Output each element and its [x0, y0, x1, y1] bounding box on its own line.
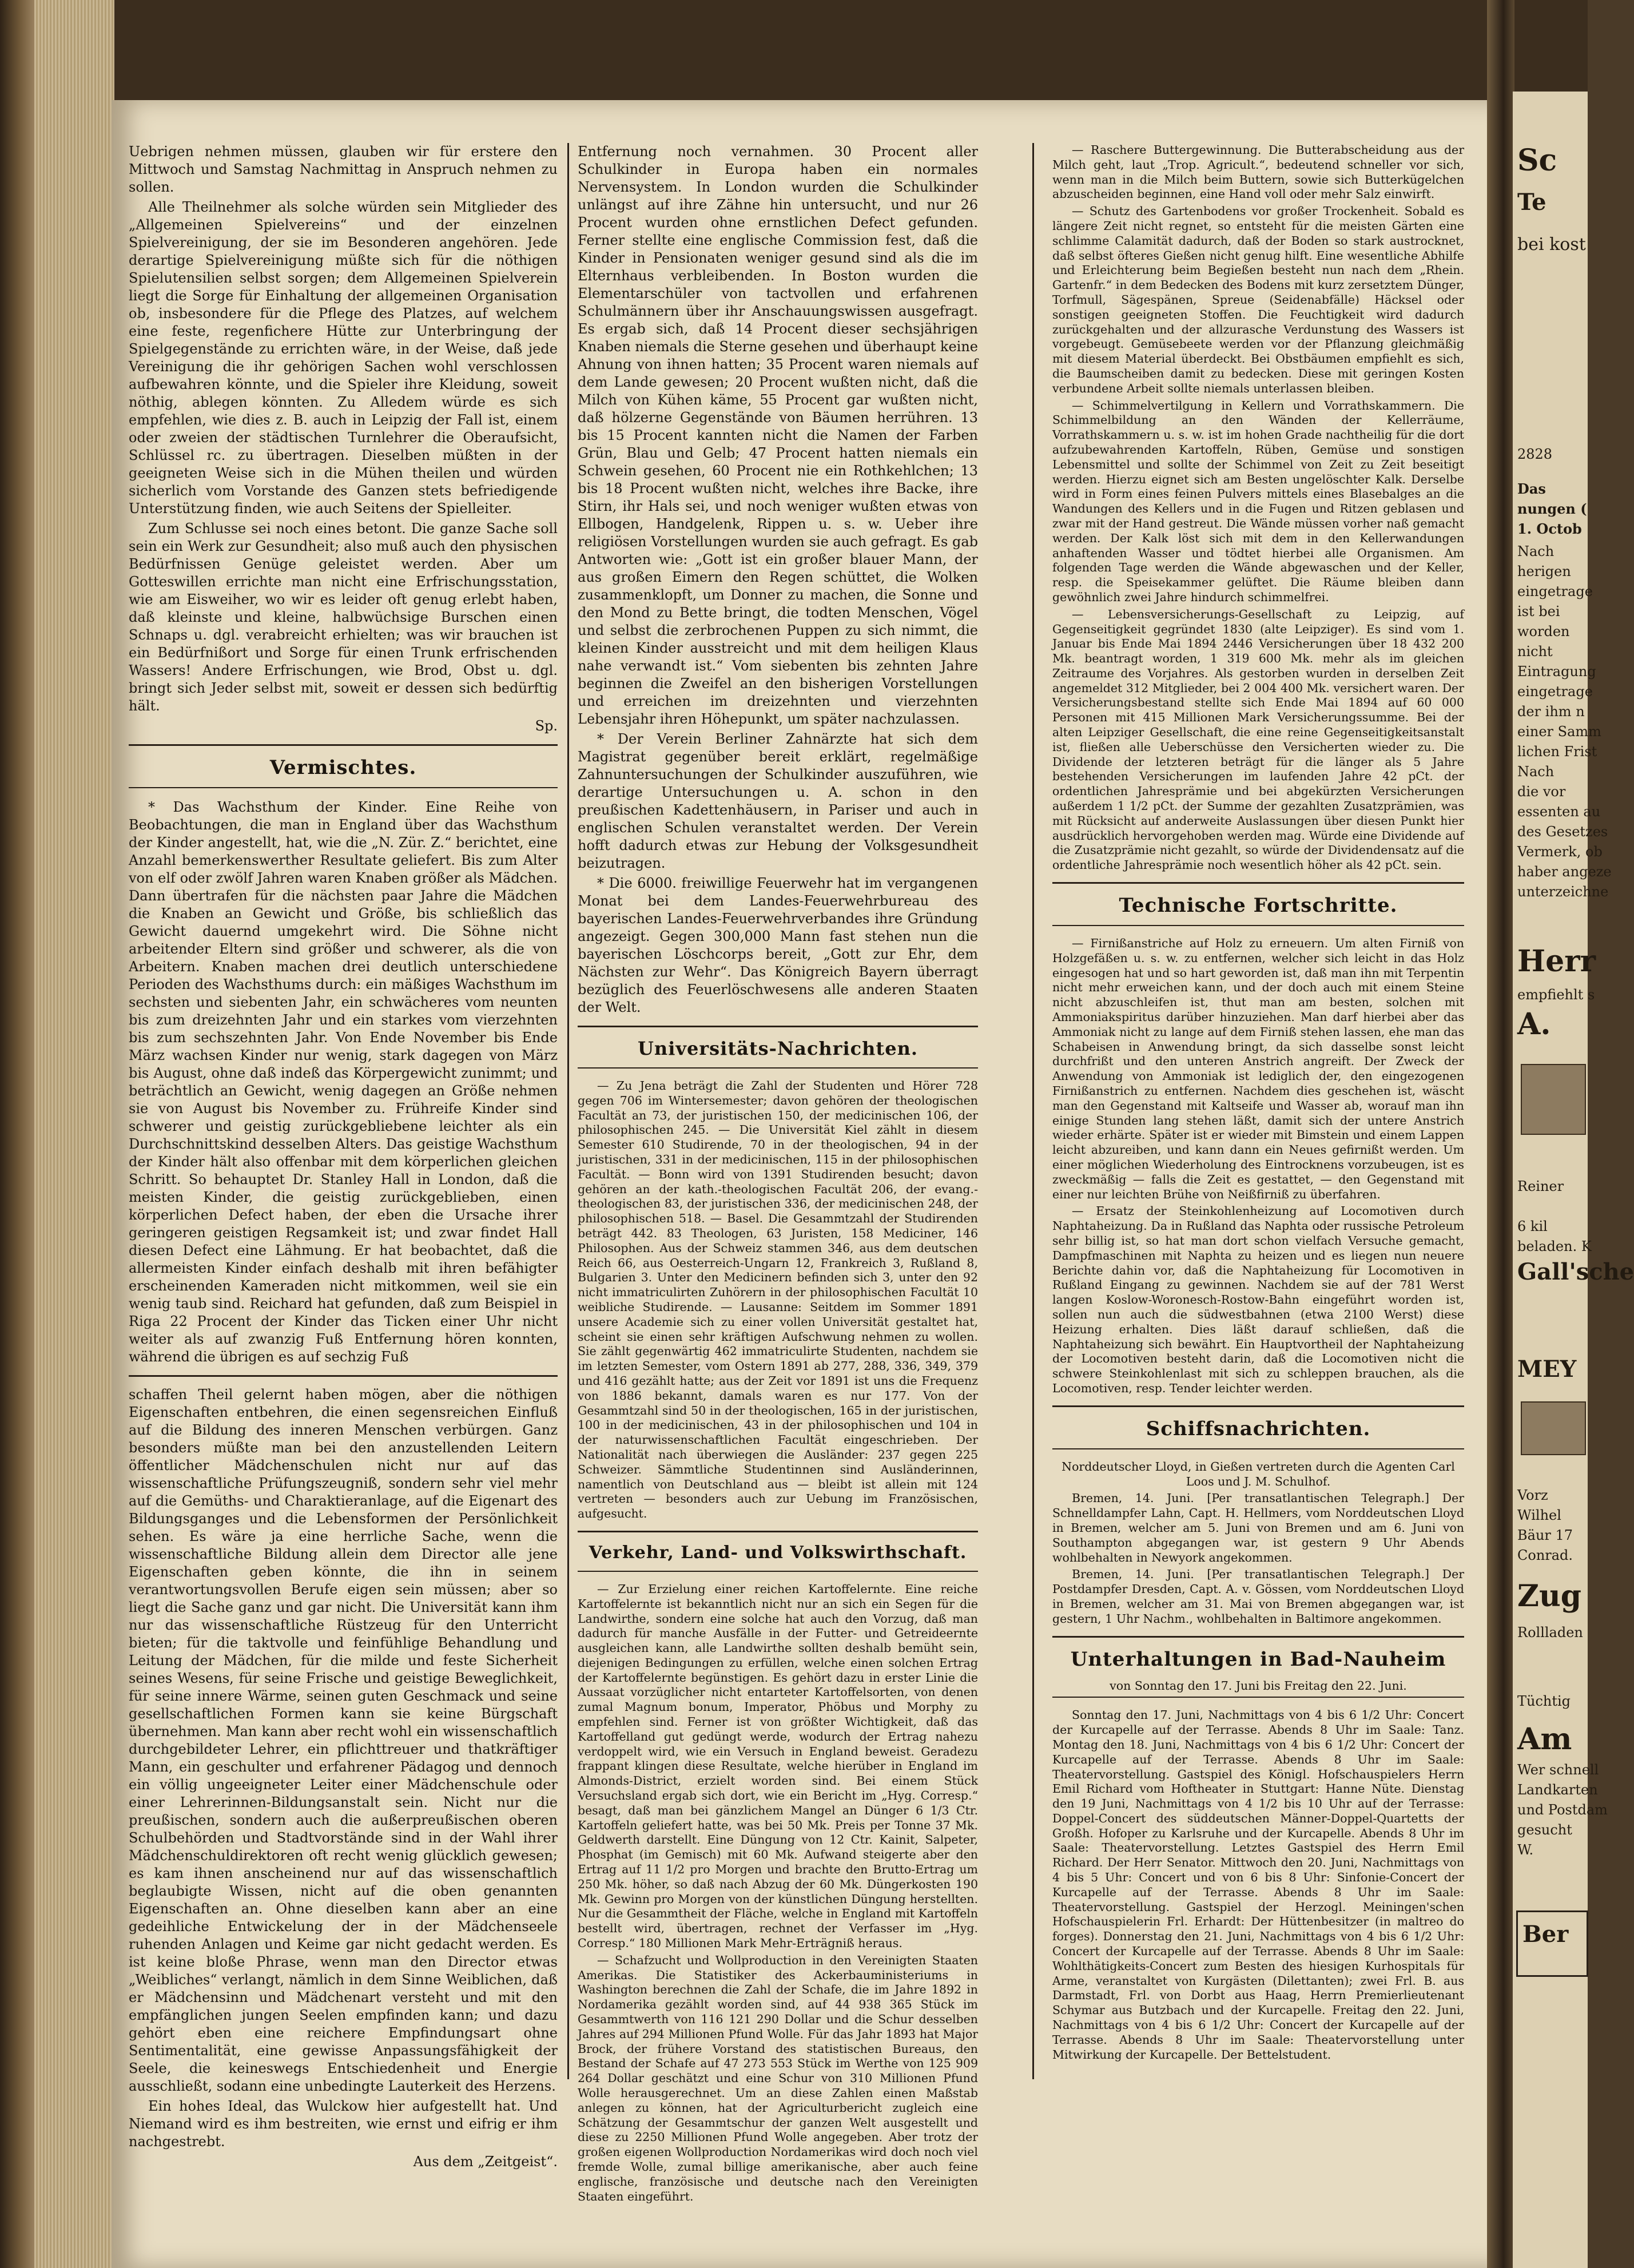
- fragment-text: W.: [1517, 1842, 1534, 1858]
- fragment-text: empfiehlt s: [1517, 987, 1595, 1003]
- fragment-text: und Postdam: [1517, 1802, 1608, 1818]
- fragment-text: Am: [1517, 1722, 1572, 1757]
- section-heading: Vermischtes.: [269, 756, 417, 779]
- section-divider: [578, 1531, 978, 1532]
- heading-underline: [1052, 925, 1464, 926]
- article-paragraph: Ein hohes Ideal, das Wulckow hier aufgestellt hat. Und Niemand wird es ihm bestreiten, wie ernst und eifrig er ihm nachgestrebt.: [129, 2098, 558, 2150]
- page-edges: [34, 0, 114, 2268]
- section-heading: Schiffsnachrichten.: [1146, 1417, 1371, 1440]
- fragment-text: unterzeichne: [1517, 884, 1609, 900]
- fragment-text: Sc: [1517, 143, 1557, 178]
- fragment-text: der ihm n: [1517, 704, 1585, 720]
- book-spine: [0, 0, 34, 2268]
- article-paragraph: — Zu Jena beträgt die Zahl der Studenten und Hörer 728 gegen 706 im Wintersemester; davon gehören der theologischen Facultät an 73, der juristischen 150, der medicinischen 106, der philosophischen 245. — Die Universität Kiel zählt in diesem Semester 610 Studirende, 70 in der theologischen, 94 in der juristischen, 331 in der medicinischen, 115 in der philosophischen Facultät. — Bonn wird von 1391 Studirenden besucht; davon gehören an der kath.-theologischen Facultät 206, der evang.-theologischen 83, der juristischen 336, der medicinischen 248, der philosophischen 518. — Basel. Die Gesammtzahl der Studirenden beträgt 442. 83 Theologen, 63 Juristen, 158 Mediciner, 146 Philosophen. Aus der Schweiz stammen 346, aus dem deutschen Reich 66, aus Oesterreich-Ungarn 12, Frankreich 3, Rußland 8, Bulgarien 3. Unter den Medicinern befinden sich 3, unter den 92 nicht immatriculirten Zuhörern in der philosophischen Facultät 10 weibliche Studirende. — Lausanne: Seitdem im Sommer 1891 unsere Academie sich zu einer vollen Universität gestaltet hat, scheint sie einen sehr kräftigen Aufschwung nehmen zu wollen. Sie zählt gegenwärtig 462 immatriculirte Studenten, nachdem sie im letzten Semester, vom Ostern 1891 ab 277, 288, 336, 349, 379 und 416 gezählt hatte; aus der Zeit vor 1891 ist uns die Frequenz von 1886 bekannt, damals waren es nur 177. Von der Gesammtzahl sind 50 in der theologischen, 165 in der juristischen, 100 in der medicinischen, 43 in der philosophischen und 104 in der naturwissenschaftlichen Facultät eingeschrieben. Der Nationalität nach überwiegen die Ausländer: 237 gegen 225 Schweizer. Sämmtliche Studentinnen sind Ausländerinnen, namentlich von Deutschland aus — bleibt ist allein mit 124 vertreten — besonders auch zur Uebung im Französischen, aufgesucht.: [578, 1079, 978, 1521]
- article-paragraph: Norddeutscher Lloyd, in Gießen vertreten durch die Agenten Carl Loos und J. M. Schulhof.: [1061, 1459, 1455, 1488]
- fragment-text: 1. Octob: [1517, 521, 1582, 537]
- section-heading: Unterhaltungen in Bad-Nauheim: [1070, 1647, 1446, 1671]
- article-paragraph: — Schimmelvertilgung in Kellern und Vorrathskammern. Die Schimmelbildung an den Wänden der Kellerräume, Vorrathskammern u. s. w. ist im hohen Grade nachtheilig für die dort aufzubewahrenden Kartoffeln, Rüben, Gemüse und sonstigen Lebensmittel und sollte der Schimmel von Zeit zu Zeit beseitigt werden. Hierzu eignet sich am Besten ungelöschter Kalk. Derselbe wird in Form eines feinen Pulvers mittels eines Blasebalges an die Wandungen des Kellers und in die Fugen und Ritzen geblasen und zwar mit der Hand gestreut. Die Wände müssen vorher naß gemacht werden. Der Kalk löst sich mit dem in den Kellerwandungen anhaftenden Wasser und tödtet hierbei alle Organismen. Am folgenden Tage werden die Wände abgewaschen und der Keller, resp. die Speisekammer gelüftet. Die Räume bleiben dann gewöhnlich zwei Jahre hindurch schimmelfrei.: [1052, 398, 1464, 604]
- section-heading: Technische Fortschritte.: [1119, 894, 1398, 917]
- column-rule: [567, 143, 569, 2079]
- fragment-text: Eintragung: [1517, 664, 1596, 680]
- article-signature: Sp.: [535, 718, 558, 734]
- fragment-text: Zug: [1517, 1579, 1582, 1614]
- ad-box: [1516, 1910, 1588, 1977]
- article-paragraph: — Schutz des Gartenbodens vor großer Trockenheit. Sobald es längere Zeit nicht regnet, so entsteht für die meisten Gärten eine schlimme Calamität dadurch, daß der Boden so stark austrocknet, daß selbst öfteres Gießen nicht genug hilft. Eine wesentliche Abhilfe und Erleichterung beim Begießen besteht nun nach dem „Rhein. Gartenfr.“ in dem Bedecken des Bodens mit kurz zersetztem Dünger, Torfmull, Sägespänen, Spreue (Seidenabfälle) Häcksel oder sonstigen geeigneten Stoffen. Die Feuchtigkeit wird dadurch zurückgehalten und der allzurasche Verdunstung des Wassers ist vorgebeugt. Gemüsebeete werden vor der Pflanzung gleichmäßig mit diesem Material überdeckt. Bei Obstbäumen empfiehlt es sich, die Baumscheiben damit zu bedecken. Diese mit geringen Kosten verbundene Arbeit sollte niemals unterlassen bleiben.: [1052, 204, 1464, 395]
- article-paragraph: — Lebensversicherungs-Gesellschaft zu Leipzig, auf Gegenseitigkeit gegründet 1830 (alte Leipziger). Es sind vom 1. Januar bis Ende Mai 1894 2446 Versicherungen über 18 432 200 Mk. beantragt worden, 1 319 600 Mk. mehr als im gleichen Zeitraume des Vorjahres. Als gestorben wurden in derselben Zeit angemeldet 312 Mitglieder, bei 2 004 400 Mk. versichert waren. Der Versicherungsbestand stellte sich Ende Mai 1894 auf 60 000 Personen mit 415 Millionen Mark Versicherungssumme. Bei der alten Leipziger Gesellschaft, die eine reine Gegenseitigkeitsanstalt ist, fließen alle Ueberschüsse den Versicherten wieder zu. Die Dividende der letzteren beträgt für die länger als 5 Jahre bestehenden Versicherungen im laufenden Jahre 42 pCt. der ordentlichen Jahresprämie und bei abgekürzten Versicherungen außerdem 1 1/2 pCt. der Summe der gezahlten Zusatzprämien, was mit Rücksicht auf anderweite Auslassungen über diesen Punkt hier ausdrücklich hervorgehoben werden mag. Würde eine Dividende auf die Zusatzprämie nicht gezahlt, so würde der Dividendensatz auf die ordentliche Jahresprämie noch wesentlich höher als 42 pCt. sein.: [1052, 607, 1464, 872]
- fragment-text: ist bei: [1517, 603, 1560, 619]
- section-heading: Verkehr, Land- und Volkswirthschaft.: [589, 1542, 967, 1563]
- fragment-text: Landkarten: [1517, 1782, 1598, 1798]
- article-paragraph: * Die 6000. freiwillige Feuerwehr hat im vergangenen Monat bei dem Landes-Feuerwehrbureau des bayerischen Landes-Feuerwehrverbandes ihre Gründung angezeigt. Gegen 300,000 Mann fast stehen nun die bayerischen Löschcorps bereit, „Gott zur Ehr, dem Nächsten zur Wehr“. Das Königreich Bayern überragt bezüglich des Feuerlöschwesens alle anderen Staaten der Welt.: [578, 875, 978, 1015]
- fragment-text: MEY: [1517, 1356, 1577, 1383]
- fragment-text: Reiner: [1517, 1178, 1564, 1194]
- book-gutter: [1487, 0, 1514, 2268]
- heading-underline: [1052, 1448, 1464, 1449]
- column-1: [129, 143, 558, 2173]
- fragment-text: Bäur 17: [1517, 1527, 1573, 1543]
- fragment-text: Wer schnell: [1517, 1762, 1599, 1778]
- fragment-text: herigen: [1517, 563, 1571, 579]
- fragment-text: Wilhel: [1517, 1507, 1561, 1523]
- fragment-text: beladen. K: [1517, 1238, 1592, 1254]
- section-divider: [1052, 1636, 1464, 1638]
- fragment-text: 2828: [1517, 446, 1553, 462]
- heading-underline: [1052, 1697, 1464, 1698]
- article-paragraph: — Ersatz der Steinkohlenheizung auf Locomotiven durch Naphtaheizung. Da in Rußland das Naphta oder russische Petroleum sehr billig ist, so hat man dort schon vielfach Versuche gemacht, Dampfmaschinen mit Naphta zu heizen und es liegen nun neuere Berichte dahin vor, daß die Naphtaheizung für Locomotiven in Rußland Eingang zu gewinnen. Nachdem sie auf der 781 Werst langen Koslow-Woronesch-Rostow-Bahn eingeführt worden ist, sollen nun auch die südwestbahnen (etwa 2100 Werst) diese Heizung erhalten. Dies läßt darauf schließen, daß die Naphtaheizung sich bewährt. Ein Hauptvortheil der Naphtaheizung der Locomotiven besteht darin, daß die Locomotiven nicht die schwere Steinkohlenlast mit sich zu schleppen brauchen, als die Locomotiven, resp. Tender leichter werden.: [1052, 1204, 1464, 1395]
- fragment-text: Vermerk, ob: [1517, 844, 1603, 860]
- section-divider: [1052, 1405, 1464, 1407]
- fragment-text: Herr: [1517, 944, 1596, 979]
- fragment-text: essenten au: [1517, 804, 1601, 820]
- fragment-text: nungen (: [1517, 501, 1587, 517]
- fragment-text: bei kost: [1517, 235, 1586, 255]
- fragment-text: haber angeze: [1517, 864, 1612, 880]
- article-paragraph: — Firnißanstriche auf Holz zu erneuern. Um alten Firniß von Holzgefäßen u. s. w. zu entfernen, welcher sich leicht in das Holz eingesogen hat und so hart geworden ist, daß man ihn mit Terpentin nicht mehr erweichen kann, und der doch auch mit einem Steine nicht abzuschleifen ist, thut man am besten, solchen mit Ammoniakspiritus darüber hinzuziehen. Man darf hierbei aber das Ammoniak nicht zu lange auf dem Firniß stehen lassen, ehe man das Schabeisen in Anwendung bringt, da sich dasselbe sonst leicht durchfrißt und den unteren Anstrich angreift. Der Zweck der Anwendung von Ammoniak ist lediglich der, den eingezogenen Firnißanstrich zu entfernen. Nachdem dies geschehen ist, wäscht man den Gegenstand mit Kaltseife und Wasser ab, worauf man ihn einige Stunden lang stehen läßt, damit sich der untere Anstrich wieder erhärte. Später ist er wieder mit Bimstein und einem Lappen leicht abzureiben, und kann dann ein Neues gefirnißt werden. Um einer möglichen Wiederholung des Eintrocknens vorzubeugen, ist es zweckmäßig — falls die Zeit es gestattet, — den Gegenstand mit einer nur leichten Brühe von Neißfirniß zu überfahren.: [1052, 936, 1464, 1201]
- fragment-text: lichen Frist: [1517, 744, 1597, 760]
- product-illustration: [1521, 1401, 1586, 1455]
- article-paragraph: Bremen, 14. Juni. [Per transatlantischen Telegraph.] Der Schnelldampfer Lahn, Capt. H. Hellmers, vom Norddeutschen Lloyd in Bremen, welcher am 5. Juni von Bremen und am 6. Juni von Southampton abgegangen war, ist gestern 9 Uhr Abends wohlbehalten in Newyork angekommen.: [1052, 1491, 1464, 1564]
- section-divider: [578, 1026, 978, 1027]
- article-paragraph: Uebrigen nehmen müssen, glauben wir für erstere den Mittwoch und Samstag Nachmittag in Anspruch nehmen zu sollen.: [129, 144, 558, 195]
- heading-underline: [129, 787, 558, 788]
- fragment-text: A.: [1517, 1007, 1551, 1042]
- section-heading: Universitäts-Nachrichten.: [638, 1038, 918, 1059]
- article-paragraph: * Das Wachsthum der Kinder. Eine Reihe von Beobachtungen, die man in England über das Wachsthum der Kinder angestellt, hat, wie die „N. Zür. Z.“ berichtet, eine Anzahl bemerkenswerther Resultate geliefert. Bis zum Alter von elf oder zwölf Jahren waren Knaben größer als Mädchen. Dann übertrafen für die nächsten paar Jahre die Mädchen die Knaben an Gewicht und Größe, bis schließlich das Gewicht dauernd umgekehrt wird. Die Söhne nicht arbeitender Eltern sind größer und schwerer, als die von Arbeitern. Knaben machen drei deutlich unterschiedene Perioden des Wachsthums durch: ein mäßiges Wachsthum im sechsten und siebenten Jahr, ein schwächeres vom neunten bis zum dreizehnten Jahr und ein starkes vom vierzehnten bis zum sechszehnten Jahr. Von Ende November bis Ende März wachsen Kinder nur wenig, stark dagegen von März bis August, ohne daß indeß das Körpergewicht zunimmt; und beträchtlich an Gewicht, wenig dagegen an Größe nehmen sie von August bis November zu. Frühreife Kinder sind schwerer und geistig zurückgebliebene leichter als ein Durchschnittskind desselben Alters. Das geistige Wachsthum der Kinder hält also offenbar mit dem körperlichen gleichen Schritt. So behauptet Dr. Stanley Hall in London, daß die meisten Kinder, die geistig zurückgeblieben, einen körperlichen Defect haben, der eben die Ursache ihrer geringeren geistigen Regsamkeit ist; und zwar findet Hall diesen Defect eine Lähmung. Er hat beobachtet, daß die allermeisten Kinder einfach deshalb mit ihren befähigter erscheinenden Kameraden nicht mitkommen, weil sie ein wenig taub sind. Reichard hat gefunden, daß zum Beispiel in Riga 22 Procent der Kinder das Ticken einer Uhr nicht weiter als auf zwanzig Fuß Entfernung hören konnten, während die übrigen es auf sechzig Fuß: [129, 799, 558, 1365]
- fragment-text: 6 kil: [1517, 1218, 1548, 1234]
- adjacent-page-fragment: [1513, 92, 1634, 2268]
- horse-illustration: [1521, 1064, 1586, 1135]
- fragment-text: Rollladen: [1517, 1624, 1583, 1641]
- section-divider: [1052, 882, 1464, 884]
- section-subheading: von Sonntag den 17. Juni bis Freitag den 22. Juni.: [1110, 1678, 1407, 1693]
- fragment-text: Nach: [1517, 543, 1555, 559]
- fragment-text: des Gesetzes: [1517, 824, 1608, 840]
- article-paragraph: Sonntag den 17. Juni, Nachmittags von 4 bis 6 1/2 Uhr: Concert der Kurcapelle auf der Terrasse. Abends 8 Uhr im Saale: Tanz. Montag den 18. Juni, Nachmittags von 4 bis 6 1/2 Uhr: Concert der Kurcapelle auf der Terrasse. Abends 8 Uhr im Saale: Theatervorstellung. Gastspiel des Königl. Hofschauspielers Herrn Emil Richard vom Hoftheater in Stuttgart: Hanne Nüte. Dienstag den 19 Juni, Nachmittags von 4 1/2 bis 10 Uhr auf der Terrasse: Doppel-Concert des süddeutschen Männer-Doppel-Quartetts der Großh. Hofoper zu Karlsruhe und der Kurcapelle. Abends 8 Uhr im Saale: Theatervorstellung. Letztes Gastspiel des Herrn Emil Richard. Der Herr Senator. Mittwoch den 20. Juni, Nachmittags von 4 bis 5 Uhr: Concert und von 6 bis 8 Uhr: Sinfonie-Concert der Kurcapelle auf der Terrasse. Abends 8 Uhr im Saale: Theatervorstellung. Gastspiel der Herzogl. Meiningen'schen Hofschauspielerin Frl. Erhardt: Der Hüttenbesitzer (in maltreo do forges). Donnerstag den 21. Juni, Nachmittags von 4 bis 6 1/2 Uhr: Concert der Kurcapelle auf der Terrasse. Abends 8 Uhr im Saale: Wohlthätigkeits-Concert zum Besten des hiesigen Kurhospitals für Arme, veranstaltet von Kurgästen (Dilettanten); zwei Frl. B. aus Darmstadt, Frl. von Dorbt aus Haag, Herrn Premierlieutenant Schymar aus Butzbach und der Kurcapelle. Freitag den 22. Juni, Nachmittags von 4 bis 6 1/2 Uhr: Concert der Kurcapelle auf der Terrasse. Abends 8 Uhr im Saale: Theatervorstellung unter Mitwirkung der Kurcapelle. Der Bettelstudent.: [1052, 1708, 1464, 2062]
- heading-underline: [578, 1067, 978, 1069]
- fragment-text: Vorz: [1517, 1487, 1548, 1503]
- column-3: [1052, 143, 1464, 2064]
- fragment-text: Ber: [1522, 1921, 1569, 1948]
- article-paragraph: Entfernung noch vernahmen. 30 Procent aller Schulkinder in Europa haben ein normales Nervensystem. In London wurden die Schulkinder unlängst auf ihre Zähne hin untersucht, und nur 26 Procent wurden ohne ernstlichen Defect gefunden. Ferner stellte eine englische Commission fest, daß die Kinder in Pensionaten weniger gesund sind als die im Elternhaus verbleibenden. In Boston wurden die Elementarschüler von tactvollen und erfahrenen Schulmännern über ihr Anschauungswissen ausgefragt. Es ergab sich, daß 14 Procent dieser sechsjährigen Knaben niemals die Sterne gesehen und überhaupt keine Ahnung von ihnen hatten; 35 Procent waren niemals auf dem Lande gewesen; 20 Procent wußten nicht, daß die Milch von Kühen käme, 55 Procent gar wußten nicht, daß hölzerne Gegenstände von Bäumen herrühren. 13 bis 15 Procent kannten nicht die Namen der Farben Grün, Blau und Gelb; 47 Procent hatten niemals ein Schwein gesehen, 60 Procent nie ein Rothkehlchen; 13 bis 18 Procent wußten nicht, welches ihre Backe, ihre Stirn, ihr Hals sei, und noch weniger wußten etwas von Ellbogen, Handgelenk, Rippen u. s. w. Ueber ihre religiösen Vorstellungen wurden sie auch gefragt. Es gab Antworten wie: „Gott ist ein großer blauer Mann, der aus großen Eimern den Regen schüttet, die Wolken zusammenklopft, um Donner zu machen, die Sonne und den Mond zu Bette bringt, die todten Menschen, Vögel und selbst die zerbrochenen Puppen zu sich nimmt, die kleinen Kinder ausstreicht und mit dem heiligen Klaus nahe verwandt ist.“ Vom siebenten bis zehnten Jahre beginnen die Zweifel an den bisherigen Vorstellungen und erreichen im dreizehnten und vierzehnten Lebensjahr ihren Höhepunkt, um später nachzulassen.: [578, 144, 978, 727]
- fragment-text: Das: [1517, 480, 1546, 497]
- section-divider: [129, 744, 558, 746]
- section-divider: [129, 1375, 558, 1377]
- fragment-text: gesucht: [1517, 1822, 1572, 1838]
- column-2: [578, 143, 978, 2206]
- column-rule: [1032, 143, 1034, 2079]
- article-paragraph: — Zur Erzielung einer reichen Kartoffelernte. Eine reiche Kartoffelernte ist bekanntlich nicht nur an sich ein Segen für die Landwirthe, sondern eine solche hat auch den Vorzug, daß man dadurch für manche Ausfälle in der Futter- und Getreideernte ausgleichen kann, alle Landwirthe sollten deshalb bemüht sein, diejenigen Bedingungen zu erfüllen, welche einen solchen Ertrag der Kartoffelernte begünstigen. Es gehört dazu in erster Linie die Aussaat vorzüglicher nicht entarteter Kartoffelsorten, von denen zumal Magnum bonum, Imperator, Phöbus und Morphy zu empfehlen sind. Ferner ist von größter Wichtigkeit, daß das Kartoffelland gut gedüngt werde, wodurch der Ertrag nahezu verdoppelt wird, wie ein Versuch in England beweist. Geradezu frappant klingen diese Resultate, welche hierüber in England im Almonds-District, erzielt worden sind. Bei einem Stück Versuchsland ergab sich dort, wie ein Bericht im „Hyg. Corresp.“ besagt, daß man bei gänzlichem Mangel an Dünger 6 1/3 Ctr. Kartoffeln geliefert hatte, was bei 50 Mk. Preis per Tonne 37 Mk. Geldwerth darstellt. Eine Düngung von 12 Ctr. Kainit, Salpeter, Phosphat (im Gemisch) mit 60 Mk. Aufwand steigerte aber den Ertrag auf 11 1/2 pro Morgen und brachte den Brutto-Ertrag um 250 Mk. höher, so daß nach Abzug der 60 Mk. Düngerkosten 190 Mk. Gewinn pro Morgen von der künstlichen Düngung herstellten. Nur die Gesammtheit der Fläche, welche in England mit Kartoffeln bestellt wird, übertragen, rechnet der Verfasser im „Hyg. Corresp.“ 180 Millionen Mark Mehr-Erträgniß heraus.: [578, 1582, 978, 1951]
- fragment-text: Conrad.: [1517, 1547, 1573, 1563]
- fragment-text: einer Samm: [1517, 724, 1601, 740]
- fragment-text: die vor: [1517, 784, 1566, 800]
- fragment-text: eingetrage: [1517, 684, 1593, 700]
- article-paragraph: Bremen, 14. Juni. [Per transatlantischen Telegraph.] Der Postdampfer Dresden, Capt. A. v. Gössen, vom Norddeutschen Lloyd in Bremen, welcher am 31. Mai von Bremen abgegangen war, ist gestern, 1 Uhr Nachm., wohlbehalten in Baltimore angekommen.: [1052, 1567, 1464, 1626]
- fragment-text: worden: [1517, 623, 1570, 640]
- fragment-text: Nach: [1517, 764, 1555, 780]
- heading-underline: [578, 1571, 978, 1572]
- fragment-text: Te: [1517, 189, 1546, 216]
- article-paragraph: * Der Verein Berliner Zahnärzte hat sich dem Magistrat gegenüber bereit erklärt, regelmäßige Zahnuntersuchungen der Schulkinder auszuführen, wie derartige Untersuchungen u. A. schon in den preußischen Kadettenhäusern, in Pariser und auch in englischen Schulen veranstaltet werden. Der Verein hofft dadurch etwas zur Hebung der Volksgesundheit beizutragen.: [578, 731, 978, 871]
- fragment-text: nicht: [1517, 644, 1553, 660]
- fragment-text: Tüchtig: [1517, 1693, 1571, 1709]
- book-background: [0, 0, 1588, 100]
- article-signature: Aus dem „Zeitgeist“.: [413, 2154, 558, 2170]
- article-paragraph: schaffen Theil gelernt haben mögen, aber die nöthigen Eigenschaften entbehren, die einen segensreichen Einfluß auf die Bildung des inneren Menschen verbürgen. Ganz besonders müßte man bei den anzustellenden Leitern öffentlicher Mädchenschulen nicht nur auf das wissenschaftliche Prüfungszeugniß, sondern sehr viel mehr auf die Gemüths- und Charaktieranlage, auf die Eigenart des Bildungsganges und die Lebensformen der Persönlichkeit sehen. Es wäre ja eine herrliche Sache, wenn die wissenschaftliche Bildung allein dem Director alle jene Eigenschaften geben könnte, die ihn in seinem verantwortungsvollen Berufe eigen sein müssen; aber so liegt die Sache ganz und gar nicht. Die Universität kann ihm nur das wissenschaftliche Rüstzeug für den Unterricht bieten; für die taktvolle und feinfühlige Behandlung und Leitung der Mädchen, für die milde und feste Sicherheit seines Wesens, für seine Frische und geistige Beweglichkeit, für seine innere Wärme, seinen guten Geschmack und seine gesellschaftlichen Formen kann sie keine Bürgschaft übernehmen. Man kann aber recht wohl ein wissenschaftlich durchgebildeter Lehrer, ein pflichttreuer und thatkräftiger Mann, ein geschulter und erfahrener Pädagog und dennoch ein völlig ungeeigneter Leiter einer Mädchenschule oder einer Lehrerinnen-Bildungsanstalt sein. Nicht nur die preußischen, sondern auch die außerpreußischen oberen Schulbehörden und Stadtvorstände sind in der Wahl ihrer Mädchenschuldirektoren oft recht wenig glücklich gewesen; es kam ihnen anscheinend nur auf das wissenschaftlich beglaubigte Wissen, nicht auf die oben genannten Eigenschaften an. Ohne dieselben kann aber an eine gedeihliche Entwickelung der in der Mädchenseele ruhenden Anlagen und Keime gar nicht gedacht werden. Es ist keine bloße Phrase, wenn man den Director etwas „Weibliches“ verlangt, nämlich in dem Sinne Weiblichen, daß er Mädchensinn und Mädchenart versteht und mit den empfänglichen jungen Seelen empfinden kann; und dazu gehört eben eine reichere Empfindungsart ohne Sentimentalität, eine gewisse Anpassungsfähigkeit der Seele, die keineswegs Entschiedenheit und Energie ausschließt, sodann eine unbedingte Lauterkeit des Herzens.: [129, 1387, 558, 2094]
- fragment-text: eingetrage: [1517, 583, 1593, 599]
- article-paragraph: Alle Theilnehmer als solche würden sein Mitglieder des „Allgemeinen Spielvereins“ und der einzelnen Spielvereinigung, der sie im Besonderen angehören. Jede derartige Spielvereinigung müßte sich für die nöthigen Spielutensilien selbst sorgen; dem Allgemeinen Spielverein liegt die Sorge für Einhaltung der allgemeinen Organisation ob, insbesondere für die Pflege des Platzes, auf welchem eine feste, regenfichere Hütte zur Unterbringung der Spielgegenstände zu errichten wäre, in der Weise, daß jede Vereinigung die ihr gehörigen Sachen wohl verschlossen aufbewahren könnte, und die Spieler ihre Kleidung, soweit nöthig, ablegen könnten. Zu Alledem würde es sich empfehlen, wie dies z. B. auch in Leipzig der Fall ist, einem oder zweien der städtischen Turnlehrer die Oberaufsicht, Schlüssel rc. zu übertragen. Dieselben müßten in der geeigneten Weise sich in die Mühen theilen und würden sicherlich vom Vorstande des Ganzen stets befriedigende Unterstützung finden, wie auch Seitens der Spielleiter.: [129, 199, 558, 517]
- article-paragraph: — Schafzucht und Wollproduction in den Vereinigten Staaten Amerikas. Die Statistiker des Ackerbauministeriums in Washington berechnen die Zahl der Schafe, die im Jahre 1892 in Nordamerika gezählt worden sind, auf 44 938 365 Stück im Gesammtwerth von 116 121 290 Dollar und die Schur desselben Jahres auf 294 Millionen Pfund Wolle. Für das Jahr 1893 hat Major Brock, der frühere Vorstand des statistischen Bureaus, den Bestand der Schafe auf 47 273 553 Stück im Werthe von 125 909 264 Dollar geschätzt und eine Schur von 310 Millionen Pfund Wolle herausgerechnet. Um an diese Zahlen einen Maßstab anlegen zu können, hat der Agriculturbericht zugleich eine Schätzung der Gesammtschur der ganzen Welt ausgestellt und diese zu 2250 Millionen Pfund Wolle angegeben. Aber trotz der großen eigenen Wollproduction Nordamerikas wird doch noch viel fremde Wolle, zumal billige amerikanische, aber auch feine englische, französische und deutsche nach den Vereinigten Staaten eingeführt.: [578, 1953, 978, 2203]
- fragment-text: Gall'sche: [1517, 1258, 1634, 1285]
- article-paragraph: Zum Schlusse sei noch eines betont. Die ganze Sache soll sein ein Werk zur Gesundheit; also muß auch den physischen Bedürfnissen Genüge geleistet werden. Aber um Gotteswillen errichte man nicht eine Erfrischungsstation, wie am Eisweiher, wo wir es leider oft genug erlebt haben, daß kleinste und kleine, halbwüchsige Burschen einen Schnaps u. dgl. verabreicht erhielten; was wir brauchen ist ein Bedürfnißort und Sorge für einen Trunk erfrischenden Wassers! Andere Erfrischungen, wie Brod, Obst u. dgl. bringt sich Jeder selbst mit, soweit er dessen sich bedürftig hält.: [129, 521, 558, 714]
- article-paragraph: — Raschere Buttergewinnung. Die Butterabscheidung aus der Milch geht, laut „Trop. Agricult.“, bedeutend schneller vor sich, wenn man in die Milch beim Buttern, sowie sich Butterkügelchen abzuscheiden beginnen, eine Hand voll oder mehr Salz einwirft.: [1052, 143, 1464, 201]
